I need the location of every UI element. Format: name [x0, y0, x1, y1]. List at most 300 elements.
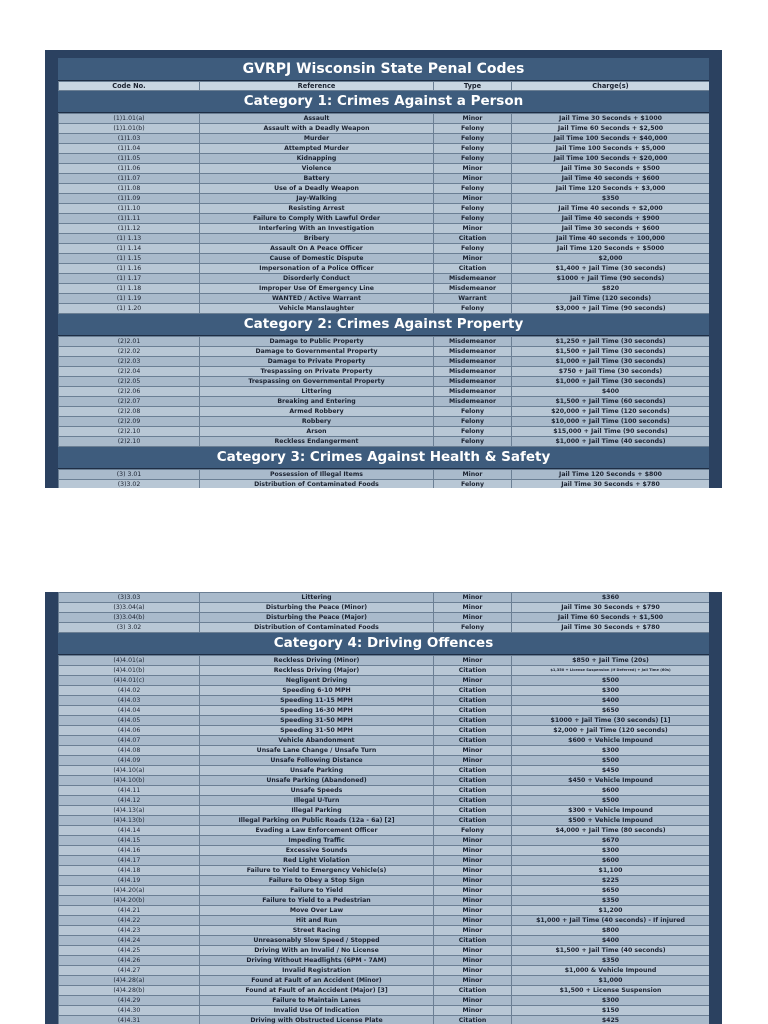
table-row: [59, 623, 710, 633]
charge-cell: $600: [512, 856, 710, 866]
type-cell: Citation: [434, 696, 512, 706]
reference-cell: Failure to Maintain Lanes: [200, 996, 434, 1006]
code-cell: (4)4.20(a): [59, 886, 200, 896]
charge-cell: $1,500 + License Suspension: [512, 986, 710, 996]
table-row: [59, 706, 710, 716]
type-cell: Minor: [434, 613, 512, 623]
reference-cell: Trespassing on Governmental Property: [200, 377, 434, 387]
table-row: [59, 244, 710, 254]
reference-cell: Speeding 11-15 MPH: [200, 696, 434, 706]
charge-cell: Jail Time 120 Seconds + $5000: [512, 244, 710, 254]
code-cell: (1)1.09: [59, 194, 200, 204]
table-row: [59, 726, 710, 736]
table-row: [59, 776, 710, 786]
table-row: [59, 214, 710, 224]
reference-cell: Illegal Parking: [200, 806, 434, 816]
reference-cell: Littering: [200, 593, 434, 603]
reference-cell: Illegal Parking on Public Roads (12a - 6a) [2]: [200, 816, 434, 826]
reference-cell: Driving Without Headlights (6PM - 7AM): [200, 956, 434, 966]
type-cell: Felony: [434, 124, 512, 134]
table-row: [59, 437, 710, 447]
reference-cell: Assault On A Peace Officer: [200, 244, 434, 254]
charge-cell: $1,200: [512, 906, 710, 916]
table-row: [59, 856, 710, 866]
charge-cell: $820: [512, 284, 710, 294]
code-cell: (4)4.26: [59, 956, 200, 966]
type-cell: Minor: [434, 164, 512, 174]
table-row: [59, 666, 710, 676]
reference-cell: Disturbing the Peace (Minor): [200, 603, 434, 613]
code-cell: (4)4.10(a): [59, 766, 200, 776]
charge-cell: $300: [512, 846, 710, 856]
code-cell: (4)4.21: [59, 906, 200, 916]
type-cell: Citation: [434, 786, 512, 796]
table-row: [59, 427, 710, 437]
charge-cell: $300: [512, 746, 710, 756]
type-cell: Minor: [434, 946, 512, 956]
charge-cell: Jail Time (120 seconds): [512, 294, 710, 304]
type-cell: Misdemeanor: [434, 337, 512, 347]
reference-cell: Robbery: [200, 417, 434, 427]
type-cell: Minor: [434, 846, 512, 856]
table-row: [59, 686, 710, 696]
penal-code-table: [58, 336, 709, 447]
reference-cell: Vehicle Abandonment: [200, 736, 434, 746]
charge-cell: $1,000 + Jail Time (40 seconds): [512, 437, 710, 447]
reference-cell: Speeding 16-30 MPH: [200, 706, 434, 716]
table-row: [59, 886, 710, 896]
column-header-code: Code No.: [59, 82, 200, 91]
reference-cell: Distribution of Contaminated Foods: [200, 623, 434, 633]
table-row: [59, 836, 710, 846]
code-cell: (4)4.20(b): [59, 896, 200, 906]
table-row: [59, 656, 710, 666]
code-cell: (4)4.15: [59, 836, 200, 846]
code-cell: (4)4.25: [59, 946, 200, 956]
charge-cell: $450: [512, 766, 710, 776]
type-cell: Misdemeanor: [434, 377, 512, 387]
reference-cell: Unsafe Following Distance: [200, 756, 434, 766]
charge-cell: $225: [512, 876, 710, 886]
reference-cell: Negligent Driving: [200, 676, 434, 686]
code-cell: (4)4.31: [59, 1016, 200, 1024]
reference-cell: Improper Use Of Emergency Line: [200, 284, 434, 294]
code-cell: (4)4.30: [59, 1006, 200, 1016]
type-cell: Misdemeanor: [434, 284, 512, 294]
charge-cell: $4,000 + Jail Time (80 seconds): [512, 826, 710, 836]
charge-cell: $2,000: [512, 254, 710, 264]
code-cell: (1) 1.17: [59, 274, 200, 284]
type-cell: Minor: [434, 676, 512, 686]
type-cell: Misdemeanor: [434, 347, 512, 357]
charge-cell: $20,000 + Jail Time (120 seconds): [512, 407, 710, 417]
reference-cell: WANTED / Active Warrant: [200, 294, 434, 304]
type-cell: Felony: [434, 437, 512, 447]
type-cell: Misdemeanor: [434, 274, 512, 284]
table-row: [59, 134, 710, 144]
table-row: [59, 593, 710, 603]
code-cell: (4)4.13(a): [59, 806, 200, 816]
page-2-content: [58, 592, 709, 1024]
category-header: Category 2: Crimes Against Property: [58, 314, 709, 336]
charge-cell: $1,000 + Jail Time (40 seconds) - If injured: [512, 916, 710, 926]
reference-cell: Bribery: [200, 234, 434, 244]
type-cell: Citation: [434, 234, 512, 244]
penal-code-table: [58, 655, 709, 1024]
reference-cell: Speeding 31-50 MPH: [200, 726, 434, 736]
type-cell: Minor: [434, 856, 512, 866]
table-row: [59, 1016, 710, 1024]
type-cell: Citation: [434, 726, 512, 736]
reference-cell: Trespassing on Private Property: [200, 367, 434, 377]
type-cell: Minor: [434, 976, 512, 986]
table-row: [59, 936, 710, 946]
code-cell: (4)4.18: [59, 866, 200, 876]
type-cell: Warrant: [434, 294, 512, 304]
table-row: [59, 274, 710, 284]
reference-cell: Reckless Driving (Minor): [200, 656, 434, 666]
table-row: [59, 746, 710, 756]
reference-cell: Littering: [200, 387, 434, 397]
charge-cell: $1,500 + Jail Time (40 seconds): [512, 946, 710, 956]
reference-cell: Murder: [200, 134, 434, 144]
reference-cell: Reckless Driving (Major): [200, 666, 434, 676]
charge-cell: Jail Time 100 Seconds + $20,000: [512, 154, 710, 164]
type-cell: Citation: [434, 766, 512, 776]
table-row: [59, 164, 710, 174]
type-cell: Citation: [434, 264, 512, 274]
table-row: [59, 470, 710, 480]
code-cell: (1)1.05: [59, 154, 200, 164]
code-cell: (4)4.14: [59, 826, 200, 836]
code-cell: (2)2.10: [59, 427, 200, 437]
page-1-body: [58, 91, 709, 488]
table-row: [59, 304, 710, 314]
reference-cell: Assault: [200, 114, 434, 124]
reference-cell: Unsafe Parking: [200, 766, 434, 776]
type-cell: Minor: [434, 916, 512, 926]
code-cell: (2)2.02: [59, 347, 200, 357]
charge-cell: $1,000 + Jail Time (30 seconds): [512, 357, 710, 367]
table-row: [59, 174, 710, 184]
category-header: Category 1: Crimes Against a Person: [58, 91, 709, 113]
type-cell: Minor: [434, 996, 512, 1006]
reference-cell: Speeding 31-50 MPH: [200, 716, 434, 726]
table-row: [59, 846, 710, 856]
charge-cell: $10,000 + Jail Time (100 seconds): [512, 417, 710, 427]
type-cell: Misdemeanor: [434, 357, 512, 367]
code-cell: (1) 1.16: [59, 264, 200, 274]
charge-cell: $360: [512, 593, 710, 603]
code-cell: (4)4.24: [59, 936, 200, 946]
type-cell: Citation: [434, 706, 512, 716]
table-row: [59, 766, 710, 776]
reference-cell: Failure to Yield to a Pedestrian: [200, 896, 434, 906]
code-cell: (4)4.28(a): [59, 976, 200, 986]
type-cell: Minor: [434, 956, 512, 966]
page-2-sheet: [45, 592, 722, 1024]
charge-cell: Jail Time 30 Seconds + $780: [512, 623, 710, 633]
type-cell: Felony: [434, 623, 512, 633]
table-row: [59, 996, 710, 1006]
charge-cell: $500: [512, 756, 710, 766]
table-row: [59, 756, 710, 766]
reference-cell: Vehicle Manslaughter: [200, 304, 434, 314]
table-row: [59, 194, 710, 204]
table-row: [59, 1006, 710, 1016]
code-cell: (1) 1.15: [59, 254, 200, 264]
table-row: [59, 417, 710, 427]
reference-cell: Found at Fault of an Accident (Minor): [200, 976, 434, 986]
code-cell: (4)4.27: [59, 966, 200, 976]
charge-cell: $300: [512, 996, 710, 1006]
charge-cell: Jail Time 40 seconds + $2,000: [512, 204, 710, 214]
reference-cell: Disorderly Conduct: [200, 274, 434, 284]
reference-cell: Disturbing the Peace (Major): [200, 613, 434, 623]
charge-cell: $1,250 + Jail Time (30 seconds): [512, 337, 710, 347]
type-cell: Citation: [434, 736, 512, 746]
table-row: [59, 966, 710, 976]
type-cell: Minor: [434, 254, 512, 264]
table-row: [59, 816, 710, 826]
table-row: [59, 946, 710, 956]
table-row: [59, 337, 710, 347]
charge-cell: $1,000 + Jail Time (30 seconds): [512, 377, 710, 387]
reference-cell: Battery: [200, 174, 434, 184]
table-row: [59, 613, 710, 623]
type-cell: Minor: [434, 886, 512, 896]
charge-cell: Jail Time 30 seconds + $600: [512, 224, 710, 234]
code-cell: (4)4.29: [59, 996, 200, 1006]
table-row: [59, 234, 710, 244]
charge-cell: $1,000 & Vehicle Impound: [512, 966, 710, 976]
code-cell: (1)1.12: [59, 224, 200, 234]
type-cell: Minor: [434, 656, 512, 666]
reference-cell: Damage to Private Property: [200, 357, 434, 367]
reference-cell: Failure to Obey a Stop Sign: [200, 876, 434, 886]
type-cell: Citation: [434, 796, 512, 806]
reference-cell: Breaking and Entering: [200, 397, 434, 407]
type-cell: Citation: [434, 816, 512, 826]
code-cell: (1)1.11: [59, 214, 200, 224]
charge-cell: $2,000 + Jail Time (120 seconds): [512, 726, 710, 736]
code-cell: (2)2.08: [59, 407, 200, 417]
page-2-body: [58, 592, 709, 1024]
charge-cell: $1,500 + Jail Time (60 seconds): [512, 397, 710, 407]
reference-cell: Invalid Use Of Indication: [200, 1006, 434, 1016]
code-cell: (4)4.22: [59, 916, 200, 926]
table-row: [59, 357, 710, 367]
charge-cell: $400: [512, 936, 710, 946]
code-cell: (4)4.09: [59, 756, 200, 766]
code-cell: (2)2.04: [59, 367, 200, 377]
type-cell: Felony: [434, 214, 512, 224]
type-cell: Misdemeanor: [434, 397, 512, 407]
code-cell: (2)2.07: [59, 397, 200, 407]
type-cell: Minor: [434, 174, 512, 184]
category-header: Category 3: Crimes Against Health & Safety: [58, 447, 709, 469]
charge-cell: Jail Time 120 Seconds + $800: [512, 470, 710, 480]
reference-cell: Failure to Yield: [200, 886, 434, 896]
table-row: [59, 916, 710, 926]
reference-cell: Invalid Registration: [200, 966, 434, 976]
reference-cell: Possession of Illegal Items: [200, 470, 434, 480]
table-row: [59, 294, 710, 304]
type-cell: Felony: [434, 304, 512, 314]
type-cell: Minor: [434, 896, 512, 906]
reference-cell: Unreasonably Slow Speed / Stopped: [200, 936, 434, 946]
charge-cell: $400: [512, 387, 710, 397]
code-cell: (3)3.02: [59, 480, 200, 489]
code-cell: (1)1.01(a): [59, 114, 200, 124]
code-cell: (1) 1.18: [59, 284, 200, 294]
type-cell: Minor: [434, 603, 512, 613]
reference-cell: Unsafe Lane Change / Unsafe Turn: [200, 746, 434, 756]
category-header: Category 4: Driving Offences: [58, 633, 709, 655]
charge-cell: $650: [512, 706, 710, 716]
charge-cell: $350: [512, 956, 710, 966]
charge-cell: Jail Time 30 Seconds + $780: [512, 480, 710, 489]
table-row: [59, 786, 710, 796]
charge-cell: Jail Time 30 Seconds + $500: [512, 164, 710, 174]
table-row: [59, 806, 710, 816]
type-cell: Felony: [434, 184, 512, 194]
type-cell: Minor: [434, 866, 512, 876]
charge-cell: $1,500 + Jail Time (30 seconds): [512, 347, 710, 357]
code-cell: (1)1.06: [59, 164, 200, 174]
code-cell: (4)4.12: [59, 796, 200, 806]
reference-cell: Armed Robbery: [200, 407, 434, 417]
reference-cell: Impeding Traffic: [200, 836, 434, 846]
code-cell: (4)4.23: [59, 926, 200, 936]
reference-cell: Move Over Law: [200, 906, 434, 916]
charge-cell: $350: [512, 896, 710, 906]
table-row: [59, 796, 710, 806]
charge-cell: $850 + Jail Time (20s): [512, 656, 710, 666]
table-row: [59, 976, 710, 986]
code-cell: (4)4.13(b): [59, 816, 200, 826]
code-cell: (4)4.03: [59, 696, 200, 706]
code-cell: (4)4.06: [59, 726, 200, 736]
reference-cell: Driving With an Invalid / No License: [200, 946, 434, 956]
type-cell: Felony: [434, 407, 512, 417]
reference-cell: Arson: [200, 427, 434, 437]
type-cell: Minor: [434, 906, 512, 916]
table-row: [59, 896, 710, 906]
charge-cell: $500 + Vehicle Impound: [512, 816, 710, 826]
charge-cell: Jail Time 40 seconds + $900: [512, 214, 710, 224]
reference-cell: Unsafe Speeds: [200, 786, 434, 796]
type-cell: Felony: [434, 204, 512, 214]
code-cell: (1)1.07: [59, 174, 200, 184]
table-row: [59, 407, 710, 417]
reference-cell: Speeding 6-10 MPH: [200, 686, 434, 696]
table-row: [59, 387, 710, 397]
code-cell: (1)1.10: [59, 204, 200, 214]
table-row: [59, 716, 710, 726]
penal-code-table: [58, 592, 709, 633]
reference-cell: Illegal U-Turn: [200, 796, 434, 806]
charge-cell: $500: [512, 676, 710, 686]
code-cell: (4)4.02: [59, 686, 200, 696]
code-cell: (3) 3.02: [59, 623, 200, 633]
column-header-reference: Reference: [200, 82, 434, 91]
table-row: [59, 906, 710, 916]
page-1-content: [58, 58, 709, 488]
table-row: [59, 264, 710, 274]
charge-cell: $3,000 + Jail Time (90 seconds): [512, 304, 710, 314]
reference-cell: Hit and Run: [200, 916, 434, 926]
charge-cell: $300 + Vehicle Impound: [512, 806, 710, 816]
code-cell: (1)1.01(b): [59, 124, 200, 134]
reference-cell: Damage to Public Property: [200, 337, 434, 347]
document-title: GVRPJ Wisconsin State Penal Codes: [58, 58, 709, 81]
table-row: [59, 224, 710, 234]
code-cell: (3)3.04(a): [59, 603, 200, 613]
reference-cell: Evading a Law Enforcement Officer: [200, 826, 434, 836]
type-cell: Minor: [434, 746, 512, 756]
page-1-sheet: [45, 50, 722, 488]
code-cell: (2)2.10: [59, 437, 200, 447]
charge-cell: $1000 + Jail Time (30 seconds) [1]: [512, 716, 710, 726]
charge-cell: $670: [512, 836, 710, 846]
charge-cell: $150: [512, 1006, 710, 1016]
code-cell: (4)4.08: [59, 746, 200, 756]
table-row: [59, 154, 710, 164]
reference-cell: Attempted Murder: [200, 144, 434, 154]
reference-cell: Cause of Domestic Dispute: [200, 254, 434, 264]
charge-cell: Jail Time 40 seconds + 100,000: [512, 234, 710, 244]
charge-cell: $350: [512, 194, 710, 204]
code-cell: (1)1.03: [59, 134, 200, 144]
code-cell: (4)4.17: [59, 856, 200, 866]
type-cell: Felony: [434, 480, 512, 489]
type-cell: Felony: [434, 826, 512, 836]
reference-cell: Distribution of Contaminated Foods: [200, 480, 434, 489]
table-row: [59, 956, 710, 966]
type-cell: Minor: [434, 966, 512, 976]
reference-cell: Found at Fault of an Accident (Major) [3]: [200, 986, 434, 996]
reference-cell: Unsafe Parking (Abandoned): [200, 776, 434, 786]
code-cell: (2)2.03: [59, 357, 200, 367]
table-row: [59, 284, 710, 294]
type-cell: Citation: [434, 986, 512, 996]
reference-cell: Driving with Obstructed License Plate: [200, 1016, 434, 1024]
charge-cell: Jail Time 40 seconds + $600: [512, 174, 710, 184]
code-cell: (4)4.01(c): [59, 676, 200, 686]
charge-cell: $750 + Jail Time (30 seconds): [512, 367, 710, 377]
charge-cell: $800: [512, 926, 710, 936]
code-cell: (4)4.11: [59, 786, 200, 796]
type-cell: Citation: [434, 716, 512, 726]
type-cell: Misdemeanor: [434, 367, 512, 377]
column-header-table: [58, 81, 709, 91]
type-cell: Minor: [434, 756, 512, 766]
charge-cell: $650: [512, 886, 710, 896]
charge-cell: $425: [512, 1016, 710, 1024]
type-cell: Felony: [434, 144, 512, 154]
table-row: [59, 603, 710, 613]
table-row: [59, 204, 710, 214]
table-row: [59, 377, 710, 387]
charge-cell: $450 + Vehicle Impound: [512, 776, 710, 786]
type-cell: Citation: [434, 686, 512, 696]
charge-cell: $600: [512, 786, 710, 796]
code-cell: (2)2.01: [59, 337, 200, 347]
charge-cell: Jail Time 60 Seconds + $1,500: [512, 613, 710, 623]
charge-cell: $400: [512, 696, 710, 706]
type-cell: Minor: [434, 926, 512, 936]
